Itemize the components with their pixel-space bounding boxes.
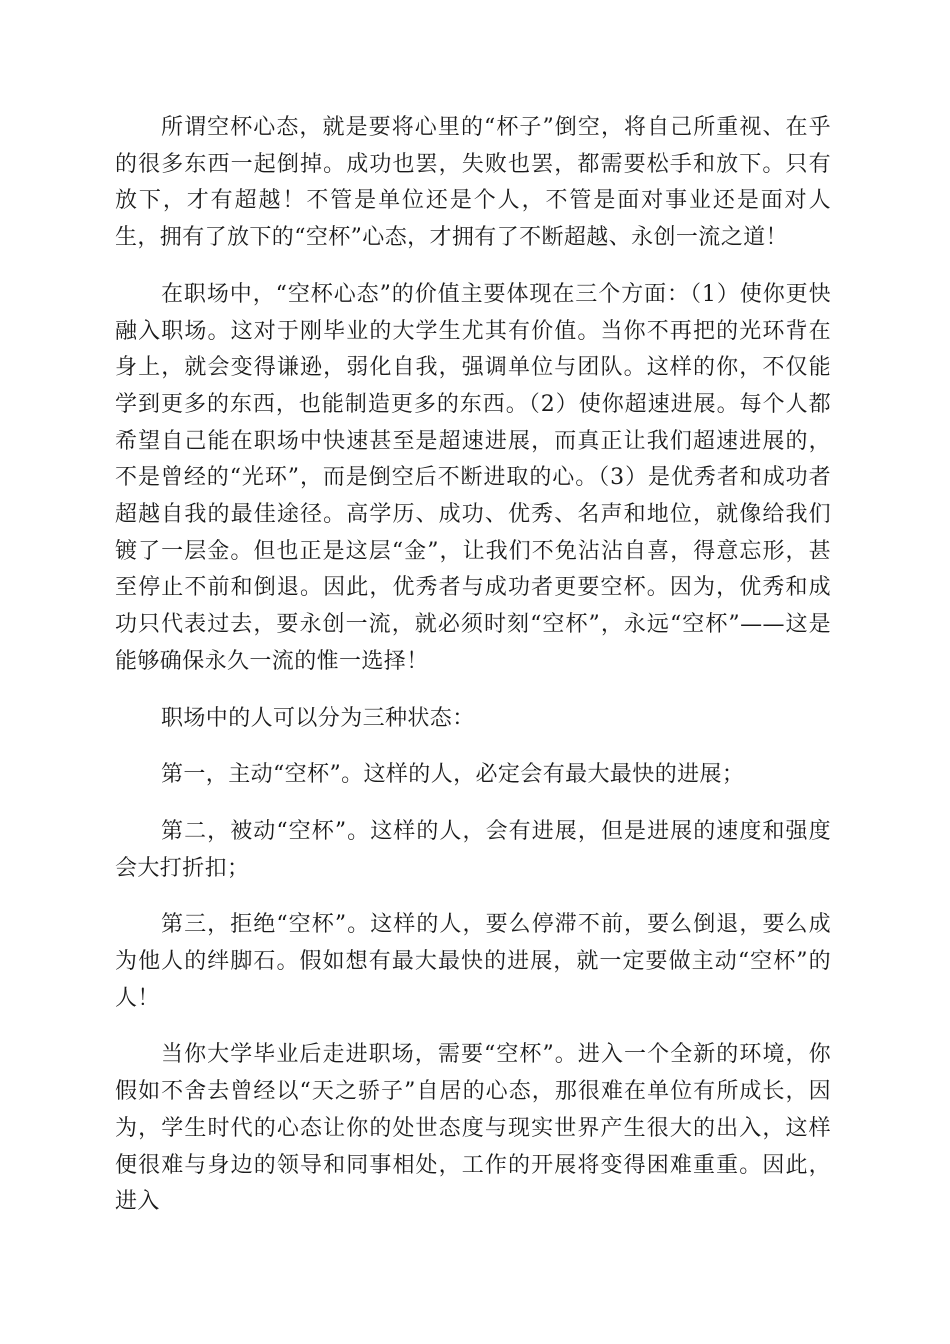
paragraph-graduate-workplace: 当你大学毕业后走进职场，需要“空杯”。进入一个全新的环境，你假如不舍去曾经以“天之骄子”自居的心态，那很难在单位有所成长，因为，学生时代的心态让你的处世态度与现实世界产生很大的出入，这样便很难与身边的领导和同事相处，工作的开展将变得困难重重。因此，进入	[115, 1042, 831, 1215]
paragraph-state-one: 第一，主动“空杯”。这样的人，必定会有最大最快的进展；	[161, 762, 745, 788]
paragraph-state-two: 第二，被动“空杯”。这样的人，会有进展，但是进展的速度和强度会大打折扣；	[115, 818, 831, 881]
document-body	[115, 110, 831, 1241]
paragraph-three-states-intro: 职场中的人可以分为三种状态：	[161, 705, 475, 731]
paragraph-empty-cup-definition: 所谓空杯心态，就是要将心里的“杯子”倒空，将自己所重视、在乎的很多东西一起倒掉。成功也罢，失败也罢，都需要松手和放下。只有放下，才有超越！不管是单位还是个人，不管是面对事业还是面对人生，拥有了放下的“空杯”心态，才拥有了不断超越、永创一流之道！	[115, 115, 831, 251]
paragraph-state-three: 第三，拒绝“空杯”。这样的人，要么停滞不前，要么倒退，要么成为他人的绊脚石。假如想有最大最快的进展，就一定要做主动“空杯”的人！	[115, 912, 831, 1011]
paragraph-empty-cup-value: 在职场中，“空杯心态”的价值主要体现在三个方面：（1）使你更快融入职场。这对于刚毕业的大学生尤其有价值。当你不再把的光环背在身上，就会变得谦逊，弱化自我，强调单位与团队。这样的你，不仅能学到更多的东西，也能制造更多的东西。（2）使你超速进展。每个人都希望自己能在职场中快速甚至是超速进展，而真正让我们超速进展的，不是曾经的“光环”，而是倒空后不断进取的心。（3）是优秀者和成功者超越自我的最佳途径。高学历、成功、优秀、名声和地位，就像给我们镀了一层金。但也正是这层“金”，让我们不免沾沾自喜，得意忘形，甚至停止不前和倒退。因此，优秀者与成功者更要空杯。因为，优秀和成功只代表过去，要永创一流，就必须时刻“空杯”，永远“空杯”——这是能够确保永久一流的惟一选择！	[115, 281, 831, 674]
